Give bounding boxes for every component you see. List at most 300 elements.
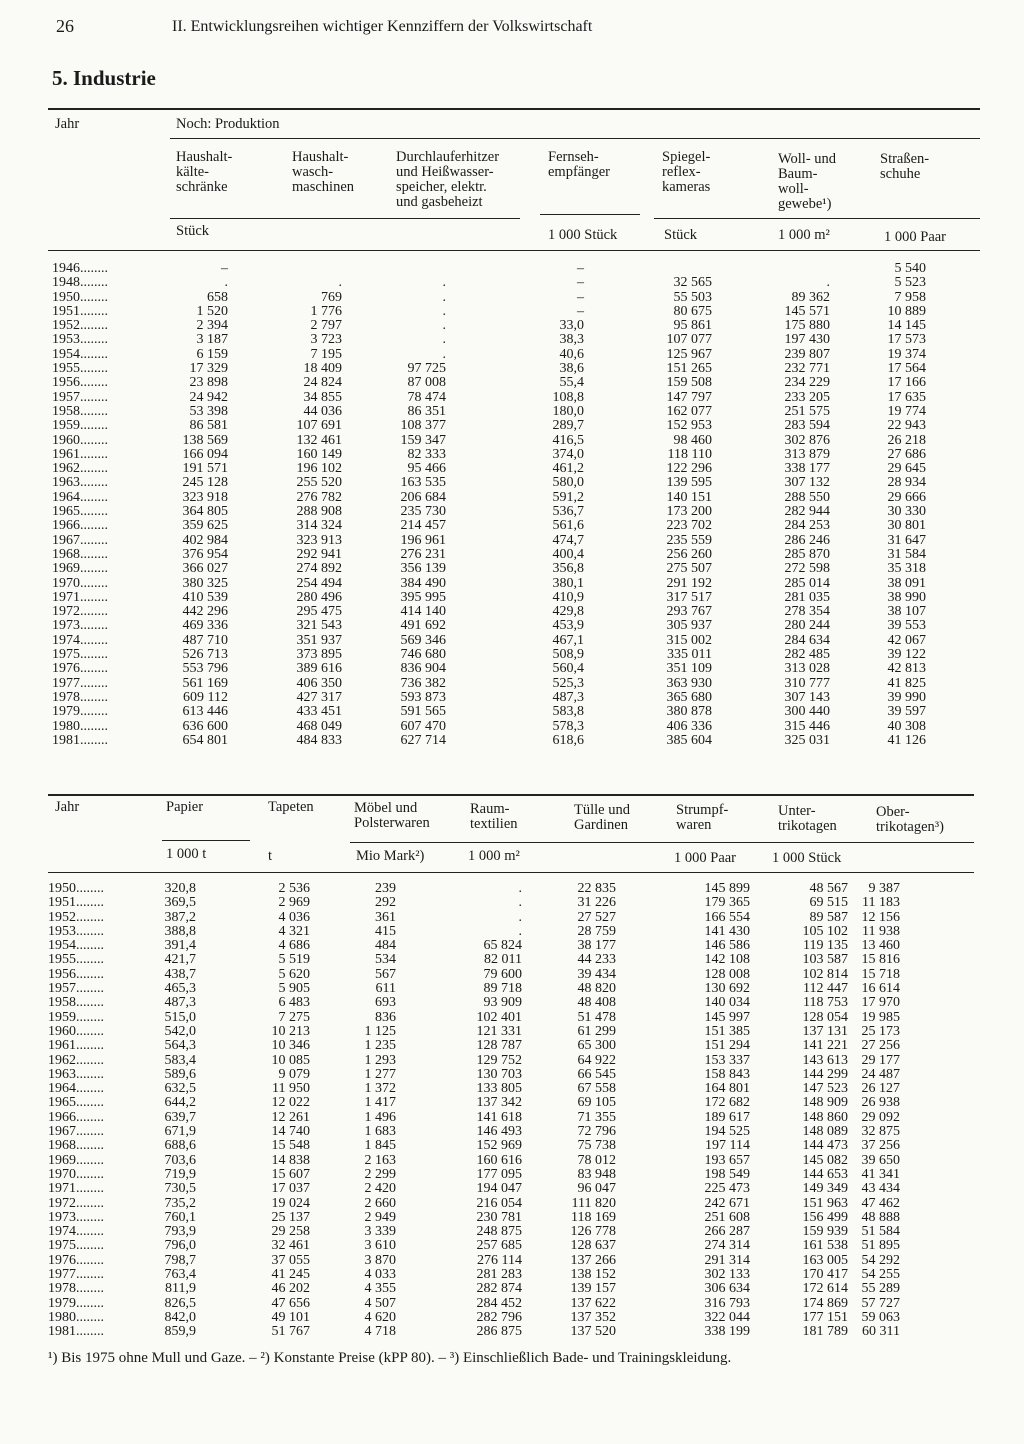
t2-cell-col4: 257 685 bbox=[476, 1238, 522, 1254]
t2-unit-1000-paar: 1 000 Paar bbox=[674, 850, 737, 866]
table-row bbox=[52, 462, 932, 476]
t1-cell-col3: 196 961 bbox=[400, 532, 446, 548]
t2-cell-col3: 4 355 bbox=[364, 1281, 396, 1297]
table-row bbox=[48, 1011, 948, 1025]
year-cell: 1980........ bbox=[52, 718, 108, 734]
t2-col-raumtextilien: Raum- textilien bbox=[470, 801, 518, 832]
chapter-title: II. Entwicklungsreihen wichtiger Kennziffern der Volkswirtschaft bbox=[172, 18, 593, 35]
t2-cell-col2: 49 101 bbox=[271, 1309, 310, 1325]
t2-col-obertrikotagen: Ober- trikotagen³) bbox=[876, 804, 944, 835]
t2-cell-col4: 248 875 bbox=[476, 1224, 522, 1240]
t2-cell-col6: 291 314 bbox=[704, 1252, 750, 1268]
t1-cell-col6: 232 771 bbox=[784, 361, 830, 377]
t1-cell-col7: 22 943 bbox=[887, 418, 926, 434]
table-row bbox=[48, 1096, 948, 1110]
t1-cell-col7: 14 145 bbox=[887, 318, 926, 334]
t1-cell-col5: 291 192 bbox=[666, 575, 712, 591]
t1-cell-col2: 7 195 bbox=[310, 346, 342, 362]
year-cell: 1964........ bbox=[52, 489, 108, 505]
t1-cell-col3: . bbox=[442, 318, 446, 334]
t1-cell-col5: 317 517 bbox=[666, 589, 712, 605]
t2-cell-col7: 174 869 bbox=[802, 1295, 848, 1311]
year-cell: 1960........ bbox=[48, 1023, 104, 1039]
year-cell: 1956........ bbox=[48, 966, 104, 982]
year-cell: 1966........ bbox=[48, 1109, 104, 1125]
table-row bbox=[48, 1039, 948, 1053]
year-cell: 1973........ bbox=[48, 1209, 104, 1225]
t2-cell-col6: 198 549 bbox=[704, 1166, 750, 1182]
year-cell: 1953........ bbox=[52, 332, 108, 348]
t1-col-kameras: Spiegel- reflex- kameras bbox=[662, 149, 711, 195]
t2-cell-col5: 138 152 bbox=[570, 1267, 616, 1283]
t2-cell-col1: 796,0 bbox=[164, 1238, 196, 1254]
year-cell: 1967........ bbox=[52, 532, 108, 548]
year-cell: 1948........ bbox=[52, 275, 108, 291]
year-cell: 1976........ bbox=[48, 1252, 104, 1268]
t2-cell-col3: 4 507 bbox=[364, 1295, 396, 1311]
t2-cell-col1: 793,9 bbox=[164, 1224, 196, 1240]
t2-cell-col7: 48 567 bbox=[809, 881, 848, 896]
t1-unit-1000-m2: 1 000 m² bbox=[778, 227, 830, 243]
t1-cell-col7: 19 774 bbox=[887, 403, 926, 419]
t1-cell-col2: 276 782 bbox=[296, 489, 342, 505]
t1-cell-col7: 31 647 bbox=[887, 532, 926, 548]
t1-cell-col2: 314 324 bbox=[296, 518, 342, 534]
year-cell: 1958........ bbox=[48, 995, 104, 1011]
table-row bbox=[52, 619, 932, 633]
t2-cell-col6: 274 314 bbox=[704, 1238, 750, 1254]
t1-cell-col7: 39 597 bbox=[887, 704, 926, 720]
t2-cell-col2: 47 656 bbox=[271, 1295, 310, 1311]
year-cell: 1961........ bbox=[52, 446, 108, 462]
t1-cell-col4: 508,9 bbox=[552, 647, 584, 663]
t2-cell-col3: 484 bbox=[375, 938, 396, 954]
t1-cell-col7: 10 889 bbox=[887, 303, 926, 319]
t1-cell-col5: 125 967 bbox=[666, 346, 712, 362]
table-row bbox=[52, 548, 932, 562]
year-cell: 1976........ bbox=[52, 661, 108, 677]
t2-cell-col2: 15 548 bbox=[271, 1138, 310, 1154]
t2-cell-col4: 282 796 bbox=[476, 1309, 522, 1325]
t2-cell-col2: 37 055 bbox=[271, 1252, 310, 1268]
t1-cell-col4: 561,6 bbox=[552, 518, 584, 534]
t1-cell-col2: 427 317 bbox=[296, 689, 342, 705]
table-row bbox=[48, 1225, 948, 1239]
t1-cell-col2: 373 895 bbox=[296, 647, 342, 663]
t1-cell-col5: 159 508 bbox=[666, 375, 712, 391]
table-row bbox=[52, 648, 932, 662]
t2-cell-col4: 93 909 bbox=[483, 995, 522, 1011]
t1-header-bottom-rule bbox=[48, 250, 980, 251]
t1-cell-col3: 591 565 bbox=[400, 704, 446, 720]
year-cell: 1977........ bbox=[52, 675, 108, 691]
t1-cell-col1: 561 169 bbox=[182, 675, 228, 691]
t2-cell-col2: 6 483 bbox=[278, 995, 310, 1011]
t2-cell-col5: 71 355 bbox=[577, 1109, 616, 1125]
table-row bbox=[48, 1325, 948, 1339]
t2-cell-col8: 12 156 bbox=[861, 909, 900, 925]
year-cell: 1974........ bbox=[48, 1224, 104, 1240]
t1-cell-col6: 325 031 bbox=[784, 732, 830, 748]
t2-cell-col7: 128 054 bbox=[802, 1009, 848, 1025]
t2-cell-col6: 141 430 bbox=[704, 923, 750, 939]
t2-cell-col1: 421,7 bbox=[164, 952, 196, 968]
t2-cell-col3: 2 660 bbox=[364, 1195, 396, 1211]
t1-cell-col6: 175 880 bbox=[784, 318, 830, 334]
t1-cell-col7: 29 645 bbox=[887, 461, 926, 477]
table-row bbox=[52, 734, 932, 748]
t2-cell-col1: 515,0 bbox=[164, 1009, 196, 1025]
t2-cell-col1: 735,2 bbox=[164, 1195, 196, 1211]
t2-cell-col8: 15 816 bbox=[861, 952, 900, 968]
t1-cell-col1: 364 805 bbox=[182, 504, 228, 520]
table-row bbox=[52, 291, 932, 305]
t1-cell-col7: 27 686 bbox=[887, 446, 926, 462]
t2-cell-col4: 286 875 bbox=[476, 1324, 522, 1340]
t2-cell-col4: 146 493 bbox=[476, 1124, 522, 1140]
t2-cell-col7: 172 614 bbox=[802, 1281, 848, 1297]
t2-cell-col6: 179 365 bbox=[704, 895, 750, 911]
year-cell: 1968........ bbox=[48, 1138, 104, 1154]
t1-cell-col2: 1 776 bbox=[310, 303, 342, 319]
t2-cell-col6: 338 199 bbox=[704, 1324, 750, 1340]
t1-cell-col1: 245 128 bbox=[182, 475, 228, 491]
t1-cell-col7: 38 091 bbox=[887, 575, 926, 591]
t2-cell-col6: 194 525 bbox=[704, 1124, 750, 1140]
t2-cell-col6: 316 793 bbox=[704, 1295, 750, 1311]
t2-cell-col8: 27 256 bbox=[861, 1038, 900, 1054]
t1-cell-col5: 140 151 bbox=[666, 489, 712, 505]
t2-cell-col7: 69 515 bbox=[809, 895, 848, 911]
t1-cell-col6: 281 035 bbox=[784, 589, 830, 605]
t1-cell-col3: 78 474 bbox=[407, 389, 446, 405]
t1-cell-col6: 251 575 bbox=[784, 403, 830, 419]
table1-top-rule bbox=[48, 108, 980, 110]
t2-cell-col8: 57 727 bbox=[861, 1295, 900, 1311]
t1-cell-col4: 578,3 bbox=[552, 718, 584, 734]
table-row bbox=[52, 333, 932, 347]
t1-cell-col6: 285 870 bbox=[784, 546, 830, 562]
t1-cell-col2: 321 543 bbox=[296, 618, 342, 634]
t2-cell-col2: 19 024 bbox=[271, 1195, 310, 1211]
t2-cell-col2: 11 950 bbox=[272, 1081, 310, 1097]
t2-cell-col7: 145 082 bbox=[802, 1152, 848, 1168]
t2-header-bottom-rule bbox=[48, 872, 974, 873]
t1-cell-col2: 18 409 bbox=[303, 361, 342, 377]
t2-cell-col4: 177 095 bbox=[476, 1166, 522, 1182]
table1-group-label: Noch: Produktion bbox=[176, 116, 280, 132]
t2-cell-col5: 31 226 bbox=[577, 895, 616, 911]
t1-cell-col6: 313 879 bbox=[784, 446, 830, 462]
t2-cell-col2: 32 461 bbox=[271, 1238, 310, 1254]
t2-cell-col4: 133 805 bbox=[476, 1081, 522, 1097]
year-cell: 1965........ bbox=[52, 504, 108, 520]
t2-cell-col7: 118 753 bbox=[803, 995, 848, 1011]
t2-cell-col8: 48 888 bbox=[861, 1209, 900, 1225]
table-row bbox=[52, 419, 932, 433]
t2-cell-col6: 130 692 bbox=[704, 981, 750, 997]
t1-cell-col7: 42 067 bbox=[887, 632, 926, 648]
t1-cell-col1: 1 520 bbox=[196, 303, 228, 319]
t2-cell-col4: 216 054 bbox=[476, 1195, 522, 1211]
t1-cell-col2: 295 475 bbox=[296, 604, 342, 620]
table-row bbox=[52, 376, 932, 390]
t2-cell-col7: 148 860 bbox=[802, 1109, 848, 1125]
t1-cell-col1: – bbox=[221, 261, 228, 276]
table-row bbox=[48, 939, 948, 953]
year-cell: 1972........ bbox=[52, 604, 108, 620]
table-row bbox=[48, 1211, 948, 1225]
table-row bbox=[52, 505, 932, 519]
t1-cell-col6: 338 177 bbox=[784, 461, 830, 477]
t2-cell-col4: 282 874 bbox=[476, 1281, 522, 1297]
t1-cell-col5: 32 565 bbox=[673, 275, 712, 291]
t2-cell-col3: 4 033 bbox=[364, 1267, 396, 1283]
t2-cell-col5: 66 545 bbox=[577, 1066, 616, 1082]
t2-cell-col3: 3 610 bbox=[364, 1238, 396, 1254]
t1-cell-col2: . bbox=[338, 275, 342, 291]
t2-cell-col4: . bbox=[518, 895, 522, 911]
t2-cell-col3: 2 949 bbox=[364, 1209, 396, 1225]
t1-cell-col3: 384 490 bbox=[400, 575, 446, 591]
table-row bbox=[52, 519, 932, 533]
t2-cell-col1: 391,4 bbox=[164, 938, 196, 954]
table-row bbox=[52, 562, 932, 576]
t2-cell-col8: 17 970 bbox=[861, 995, 900, 1011]
t2-cell-col4: 137 342 bbox=[476, 1095, 522, 1111]
year-cell: 1971........ bbox=[48, 1181, 104, 1197]
t2-cell-col3: 1 277 bbox=[364, 1066, 396, 1082]
t2-cell-col5: 48 820 bbox=[577, 981, 616, 997]
t2-cell-col7: 147 523 bbox=[802, 1081, 848, 1097]
t2-cell-col6: 146 586 bbox=[704, 938, 750, 954]
t1-cell-col5: 335 011 bbox=[667, 647, 712, 663]
t2-cell-col1: 826,5 bbox=[164, 1295, 196, 1311]
t1-cell-col3: 395 995 bbox=[400, 589, 446, 605]
t2-cell-col3: 3 870 bbox=[364, 1252, 396, 1268]
t1-cell-col3: 87 008 bbox=[407, 375, 446, 391]
t2-cell-col1: 644,2 bbox=[164, 1095, 196, 1111]
t2-cell-col3: 3 339 bbox=[364, 1224, 396, 1240]
t2-cell-col6: 128 008 bbox=[704, 966, 750, 982]
t1-cell-col3: . bbox=[442, 346, 446, 362]
table-row bbox=[48, 925, 948, 939]
t1-cell-col1: 17 329 bbox=[189, 361, 228, 377]
t2-cell-col4: 129 752 bbox=[476, 1052, 522, 1068]
t2-cell-col4: 160 616 bbox=[476, 1152, 522, 1168]
t2-cell-col7: 148 089 bbox=[802, 1124, 848, 1140]
t1-cell-col7: 39 990 bbox=[887, 689, 926, 705]
t2-cell-col2: 9 079 bbox=[278, 1066, 310, 1082]
t1-cell-col4: 38,3 bbox=[559, 332, 584, 348]
year-cell: 1975........ bbox=[48, 1238, 104, 1254]
t2-cell-col6: 151 294 bbox=[704, 1038, 750, 1054]
table1-year-label: Jahr bbox=[55, 116, 80, 132]
t1-cell-col3: 95 466 bbox=[407, 461, 446, 477]
t1-cell-col1: 526 713 bbox=[182, 647, 228, 663]
t2-cell-col3: 693 bbox=[375, 995, 396, 1011]
t2-cell-col7: 156 499 bbox=[802, 1209, 848, 1225]
table-row bbox=[48, 1168, 948, 1182]
t2-cell-col7: 159 939 bbox=[802, 1224, 848, 1240]
t1-cell-col4: 453,9 bbox=[552, 618, 584, 634]
table-row bbox=[48, 911, 948, 925]
t2-cell-col3: 567 bbox=[375, 966, 396, 982]
t2-col-tuelle: Tülle und Gardinen bbox=[574, 802, 630, 833]
t1-cell-col7: 35 318 bbox=[887, 561, 926, 577]
t1-cell-col3: 356 139 bbox=[400, 561, 446, 577]
t1-cell-col5: 363 930 bbox=[666, 675, 712, 691]
t1-cell-col1: 609 112 bbox=[183, 689, 228, 705]
t1-cell-col1: 553 796 bbox=[182, 661, 228, 677]
t2-cell-col5: 39 434 bbox=[577, 966, 616, 982]
t2-cell-col4: 89 718 bbox=[483, 981, 522, 997]
t2-cell-col7: 144 473 bbox=[802, 1138, 848, 1154]
t1-cell-col5: 406 336 bbox=[666, 718, 712, 734]
t1-cell-col2: 44 036 bbox=[303, 403, 342, 419]
t2-cell-col5: 139 157 bbox=[570, 1281, 616, 1297]
t2-cell-col7: 105 102 bbox=[802, 923, 848, 939]
t1-cell-col2: 468 049 bbox=[296, 718, 342, 734]
t1-cell-col6: 286 246 bbox=[784, 532, 830, 548]
t2-cell-col2: 7 275 bbox=[278, 1009, 310, 1025]
t1-cell-col4: 536,7 bbox=[552, 504, 584, 520]
t2-cell-col1: 542,0 bbox=[164, 1023, 196, 1039]
t2-col-tapeten: Tapeten bbox=[268, 799, 314, 815]
t1-cell-col4: 591,2 bbox=[552, 489, 584, 505]
t2-cell-col7: 144 653 bbox=[802, 1166, 848, 1182]
t1-unit-1000-stueck: 1 000 Stück bbox=[548, 227, 618, 243]
t2-cell-col2: 29 258 bbox=[271, 1224, 310, 1240]
t1-cell-col5: 235 559 bbox=[666, 532, 712, 548]
t2-cell-col6: 225 473 bbox=[704, 1181, 750, 1197]
t2-cell-col8: 15 718 bbox=[861, 966, 900, 982]
year-cell: 1972........ bbox=[48, 1195, 104, 1211]
t1-col-waschmaschinen: Haushalt- wasch- maschinen bbox=[292, 149, 355, 195]
year-cell: 1971........ bbox=[52, 589, 108, 605]
table-row bbox=[48, 1254, 948, 1268]
t2-cell-col3: 1 293 bbox=[364, 1052, 396, 1068]
t1-cell-col5: 315 002 bbox=[666, 632, 712, 648]
t2-cell-col7: 89 587 bbox=[809, 909, 848, 925]
t1-cell-col3: 569 346 bbox=[400, 632, 446, 648]
table-row bbox=[52, 276, 932, 290]
t2-cell-col6: 158 843 bbox=[704, 1066, 750, 1082]
year-cell: 1946........ bbox=[52, 261, 108, 276]
table-row bbox=[52, 319, 932, 333]
table-row bbox=[52, 677, 932, 691]
t2-cell-col5: 83 948 bbox=[577, 1166, 616, 1182]
table-row bbox=[52, 691, 932, 705]
t1-cell-col1: 2 394 bbox=[196, 318, 228, 334]
t2-cell-col4: 230 781 bbox=[476, 1209, 522, 1225]
year-cell: 1962........ bbox=[48, 1052, 104, 1068]
t2-cell-col6: 142 108 bbox=[704, 952, 750, 968]
t2-cell-col4: 281 283 bbox=[476, 1267, 522, 1283]
t2-cell-col3: 1 417 bbox=[364, 1095, 396, 1111]
t1-cell-col4: 400,4 bbox=[552, 546, 584, 562]
t1-cell-col6: 285 014 bbox=[784, 575, 830, 591]
t2-cell-col2: 5 905 bbox=[278, 981, 310, 997]
t2-cell-col7: 149 349 bbox=[802, 1181, 848, 1197]
t2-cell-col1: 438,7 bbox=[164, 966, 196, 982]
year-cell: 1957........ bbox=[52, 389, 108, 405]
t2-cell-col8: 24 487 bbox=[861, 1066, 900, 1082]
year-cell: 1959........ bbox=[52, 418, 108, 434]
t1-cell-col3: 836 904 bbox=[400, 661, 446, 677]
t2-cell-col7: 161 538 bbox=[802, 1238, 848, 1254]
t1-cell-col6: 307 132 bbox=[784, 475, 830, 491]
page-number: 26 bbox=[56, 16, 74, 36]
t2-col-moebel: Möbel und Polsterwaren bbox=[354, 800, 430, 831]
t2-cell-col3: 361 bbox=[375, 909, 396, 925]
t2-cell-col4: 284 452 bbox=[476, 1295, 522, 1311]
t2-cell-col6: 302 133 bbox=[704, 1267, 750, 1283]
t2-cell-col6: 166 554 bbox=[704, 909, 750, 925]
t1-cell-col4: 525,3 bbox=[552, 675, 584, 691]
t1-cell-col4: – bbox=[577, 303, 584, 319]
t2-cell-col8: 39 650 bbox=[861, 1152, 900, 1168]
t2-cell-col2: 14 838 bbox=[271, 1152, 310, 1168]
year-cell: 1967........ bbox=[48, 1124, 104, 1140]
t1-cell-col3: . bbox=[442, 332, 446, 348]
t1-cell-col1: 636 600 bbox=[182, 718, 228, 734]
t2-cell-col4: 152 969 bbox=[476, 1138, 522, 1154]
t2-cell-col6: 193 657 bbox=[704, 1152, 750, 1168]
t1-unit-rule-b bbox=[170, 218, 520, 219]
t1-cell-col6: 89 362 bbox=[791, 289, 830, 305]
t1-cell-col7: 28 934 bbox=[887, 475, 926, 491]
t1-cell-col4: 618,6 bbox=[552, 732, 584, 748]
t2-cell-col3: 1 125 bbox=[364, 1023, 396, 1039]
t2-cell-col3: 1 845 bbox=[364, 1138, 396, 1154]
t1-cell-col5: 151 265 bbox=[666, 361, 712, 377]
t2-cell-col1: 719,9 bbox=[164, 1166, 196, 1182]
t2-col-untertrikotagen: Unter- trikotagen bbox=[778, 803, 837, 834]
t2-cell-col3: 534 bbox=[375, 952, 396, 968]
t1-cell-col4: 55,4 bbox=[559, 375, 584, 391]
t2-cell-col6: 242 671 bbox=[704, 1195, 750, 1211]
t1-cell-col4: 374,0 bbox=[552, 446, 584, 462]
t2-cell-col1: 671,9 bbox=[164, 1124, 196, 1140]
table-row bbox=[52, 577, 932, 591]
t2-cell-col4: 194 047 bbox=[476, 1181, 522, 1197]
t1-cell-col1: 359 625 bbox=[182, 518, 228, 534]
t2-cell-col4: . bbox=[518, 881, 522, 896]
t2-cell-col8: 54 255 bbox=[861, 1267, 900, 1283]
table-row bbox=[48, 1054, 948, 1068]
t2-cell-col8: 32 875 bbox=[861, 1124, 900, 1140]
t1-cell-col2: 34 855 bbox=[303, 389, 342, 405]
t1-cell-col7: 5 540 bbox=[894, 261, 926, 276]
t2-cell-col1: 730,5 bbox=[164, 1181, 196, 1197]
t2-cell-col2: 10 085 bbox=[271, 1052, 310, 1068]
t1-unit-rule-c bbox=[654, 218, 980, 219]
t1-cell-col7: 26 218 bbox=[887, 432, 926, 448]
t1-cell-col6: 278 354 bbox=[784, 604, 830, 620]
t2-cell-col6: 306 634 bbox=[704, 1281, 750, 1297]
year-cell: 1952........ bbox=[48, 909, 104, 925]
t2-cell-col1: 583,4 bbox=[164, 1052, 196, 1068]
t1-cell-col6: 145 571 bbox=[784, 303, 830, 319]
t1-cell-col5: 305 937 bbox=[666, 618, 712, 634]
table-row bbox=[52, 720, 932, 734]
t2-cell-col2: 5 519 bbox=[278, 952, 310, 968]
t1-cell-col5: 55 503 bbox=[673, 289, 712, 305]
t2-cell-col2: 41 245 bbox=[271, 1267, 310, 1283]
year-cell: 1954........ bbox=[48, 938, 104, 954]
t2-cell-col5: 137 520 bbox=[570, 1324, 616, 1340]
